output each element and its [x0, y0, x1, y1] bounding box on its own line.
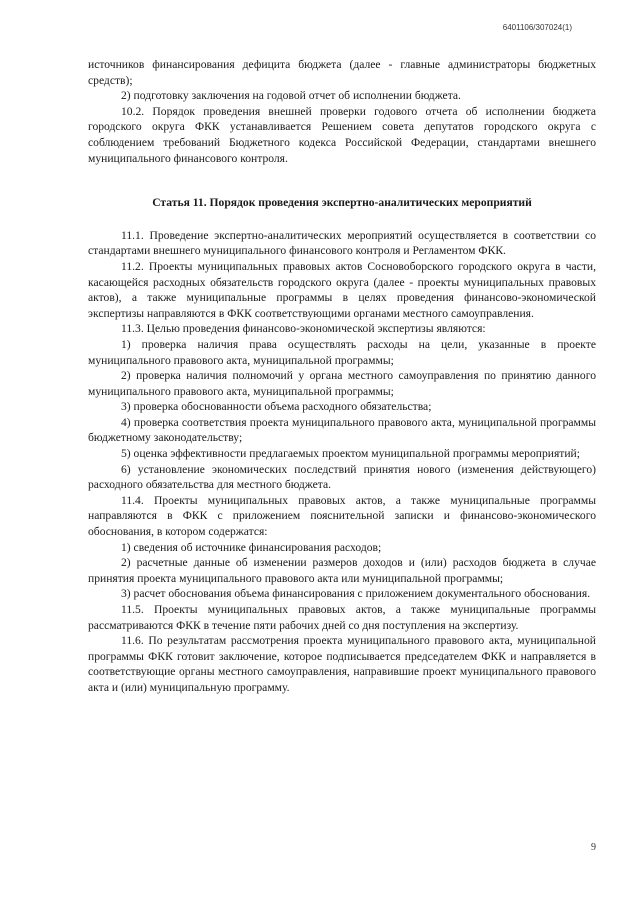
paragraph-11-1: 11.1. Проведение экспертно-аналитических мероприятий осуществляется в соответствии со стандартами внешнего муниципального финансового контроля и Регламентом ФКК.	[88, 228, 596, 258]
list-item-goal-1: 1) проверка наличия права осуществлять расходы на цели, указанные в проекте муниципального правового акта, муниципальной программы;	[88, 337, 596, 367]
paragraph-11-2: 11.2. Проекты муниципальных правовых актов Сосновоборского городского округа в части, касающейся расходных обязательств городского округа (далее - проекты муниципальных правовых актов), а также муниципальные программы в целях проведения финансово-экономической экспертизы направляются в ФКК соответствующими органами местного самоуправления.	[88, 259, 596, 320]
list-item-annual-report: 2) подготовку заключения на годовой отчет об исполнении бюджета.	[121, 89, 461, 103]
list-item-content-1: 1) сведения об источнике финансирования расходов;	[121, 540, 382, 554]
list-item-content-2: 2) расчетные данные об изменении размеров доходов и (или) расходов бюджета в случае принятия проекта муниципального правового акта или муниципальной программы;	[88, 556, 596, 585]
list-item-goal-5: 5) оценка эффективности предлагаемых проектом муниципальной программы мероприятий;	[121, 447, 580, 461]
document-id: 6401106/307024(1)	[502, 23, 572, 32]
paragraph-11-3: 11.3. Целью проведения финансово-экономической экспертизы являются:	[121, 322, 486, 336]
list-item-goal-2: 2) проверка наличия полномочий у органа местного самоуправления по принятию данного муниципального правового акта, муниципальной программы;	[88, 369, 596, 398]
paragraph-11-5: 11.5. Проекты муниципальных правовых актов, а также муниципальные программы рассматриваются ФКК в течение пяти рабочих дней со дня поступления на экспертизу.	[88, 603, 596, 632]
paragraph-10-2: 10.2. Порядок проведения внешней проверки годового отчета об исполнении бюджета городского округа ФКК устанавливается Решением совета депутатов городского округа с соблюдением требований Бюджетного кодекса Российской Федерации, стандартами внешнего муниципального финансового контроля.	[88, 104, 596, 165]
paragraph-11-6: 11.6. По результатам рассмотрения проекта муниципального правового акта, муниципальной программы ФКК готовит заключение, которое подписывается председателем ФКК и направляется в соответствующие органы местного самоуправления, направившие проект муниципального правового акта и (или) муниципальную программу.	[88, 634, 596, 694]
list-item-goal-4: 4) проверка соответствия проекта муниципального правового акта, муниципальной программы бюджетному законодательству;	[88, 415, 596, 445]
paragraph-11-4: 11.4. Проекты муниципальных правовых актов, а также муниципальные программы направляются в ФКК с приложением пояснительной записки и финансово-экономического обоснования, в котором содержатся:	[88, 493, 596, 539]
article-11-title: Статья 11. Порядок проведения экспертно-аналитических мероприятий	[152, 196, 532, 210]
list-item-goal-3: 3) проверка обоснованности объема расходного обязательства;	[121, 400, 432, 414]
list-item-goal-6: 6) установление экономических последствий принятия нового (изменения действующего) расходного обязательства для местного бюджета.	[88, 462, 596, 492]
list-item-content-3: 3) расчет обоснования объема финансирования с приложением документального обоснования.	[121, 587, 591, 601]
document-body	[88, 57, 596, 696]
page-number: 9	[591, 842, 596, 853]
paragraph-continuation: источников финансирования дефицита бюджета (далее - главные администраторы бюджетных средств);	[88, 58, 596, 87]
